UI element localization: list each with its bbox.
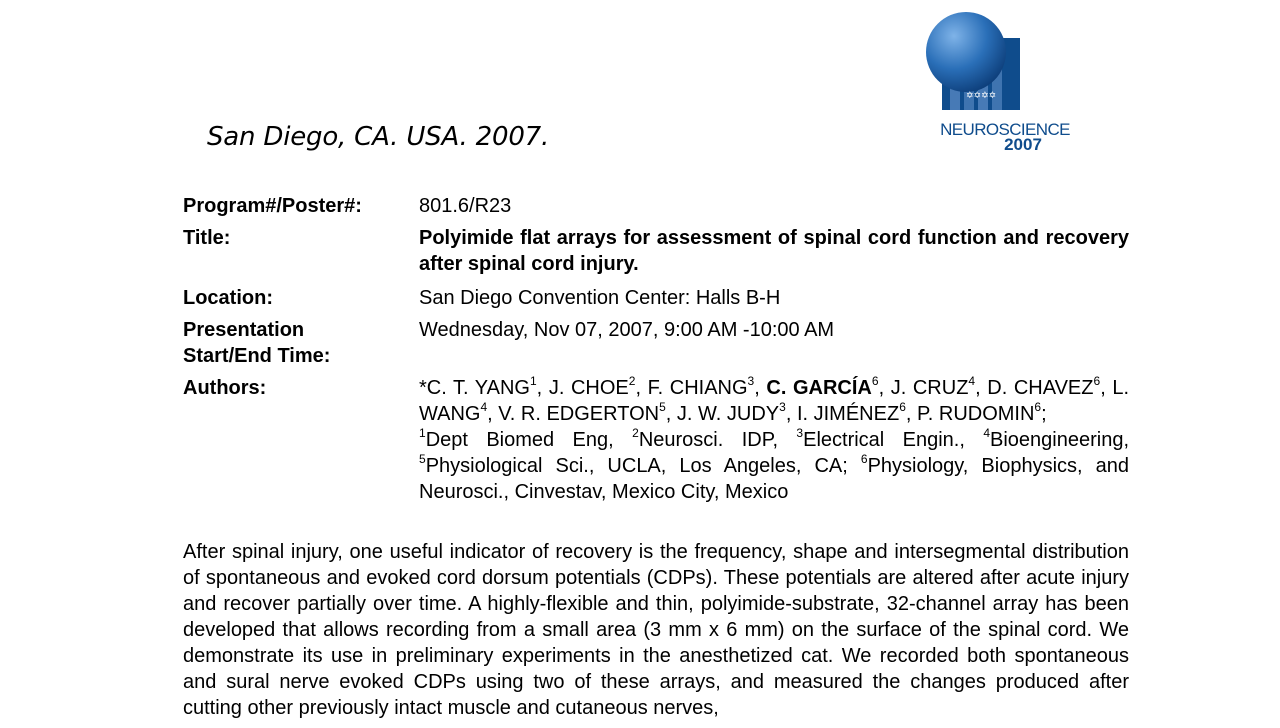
affiliation-text: Physiology, Biophysics, and Neurosci., Cinvestav, Mexico City, Mexico [419, 455, 1129, 503]
author-name [917, 400, 1047, 425]
title-value: Polyimide flat arrays for assessment of spinal cord function and recovery after spinal cord injury. [419, 227, 1129, 275]
program-value: 801.6/R23 [419, 195, 512, 217]
affiliation-mark: 1 [419, 426, 426, 441]
author-name [498, 400, 677, 425]
author-name [890, 374, 988, 399]
author-text: *C. T. YANG [419, 377, 530, 399]
affiliation [796, 426, 984, 451]
author-separator: , [635, 377, 648, 399]
affiliation [419, 426, 633, 451]
author-name [766, 374, 891, 399]
affiliation-mark: 4 [983, 426, 991, 441]
location-label: Location: [183, 287, 273, 309]
author-affiliation-mark: 6 [1093, 374, 1101, 389]
affiliation-mark: 6 [860, 452, 868, 467]
globe-icon [920, 8, 1090, 128]
logo-name: NEUROSCIENCE [940, 120, 1070, 139]
author-separator: , [785, 403, 797, 425]
author-separator: , [1100, 377, 1113, 399]
affiliation-text: Electrical Engin., [803, 429, 984, 451]
author-text: C. GARCÍA [766, 377, 872, 399]
authors-list [419, 375, 1129, 427]
author-affiliation-mark: 4 [480, 400, 488, 415]
author-name [796, 400, 917, 425]
program-label: Program#/Poster#: [183, 195, 362, 217]
author-affiliation-mark: 6 [871, 374, 879, 389]
presentation-label: Presentation Start/End Time: [183, 319, 331, 367]
affiliation-mark: 5 [419, 452, 426, 467]
author-text: D. CHAVEZ [987, 377, 1094, 399]
author-name [987, 374, 1113, 399]
author-text: J. W. JUDY [676, 403, 780, 425]
author-affiliation-mark: 3 [779, 400, 786, 415]
affiliation-mark: 3 [796, 426, 804, 441]
title-label: Title: [183, 227, 231, 249]
author-text: L. WANG [419, 377, 1130, 425]
svg-text:✡✡✡✡: ✡✡✡✡ [966, 91, 997, 101]
abstract-text: After spinal injury, one useful indicator of recovery is the frequency, shape and intersegmental distribution of spontaneous and evoked cord dorsum potentials (CDPs). These potentials are altered after acute injury and recover partially over time. A highly-flexible and thin, polyimide-substrate, 32-channel array has been developed that allows recording from a small area (3 mm x 6 mm) on the surface of the spinal cord. We demonstrate its use in preliminary experiments in the anesthetized cat. We recorded both spontaneous and sural nerve evoked CDPs using two of these arrays, and measured the changes produced after cutting other previously intact muscle and cutaneous nerves, [183, 541, 1129, 719]
author-text: J. CHOE [548, 377, 629, 399]
author-separator: , [905, 403, 917, 425]
affiliation [419, 452, 861, 477]
author-affiliation-mark: 4 [968, 374, 976, 389]
author-name [419, 374, 549, 399]
affiliation [632, 426, 797, 451]
location-line: San Diego, CA. USA. 2007. [207, 122, 550, 152]
author-affiliation-mark: 2 [628, 374, 636, 389]
author-text: I. JIMÉNEZ [796, 403, 900, 425]
author-text: V. R. EDGERTON [498, 403, 660, 425]
author-separator: , [665, 403, 677, 425]
author-separator: , [536, 377, 549, 399]
affiliation-text: Neurosci. IDP, [638, 429, 797, 451]
author-name [676, 400, 797, 425]
affiliation-text: Physiological Sci., UCLA, Los Angeles, CA; [425, 455, 861, 477]
author-affiliation-mark: 6 [899, 400, 906, 415]
affiliation-mark: 2 [632, 426, 639, 441]
author-affiliation-mark: 5 [659, 400, 666, 415]
affiliations-list [419, 427, 1129, 505]
presentation-value: Wednesday, Nov 07, 2007, 9:00 AM -10:00 AM [419, 319, 835, 341]
authors-label: Authors: [183, 377, 267, 399]
author-separator: , [754, 377, 767, 399]
author-text: P. RUDOMIN [917, 403, 1035, 425]
author-affiliation-mark: 6 [1034, 400, 1042, 415]
author-separator: , [878, 377, 891, 399]
author-separator: , [975, 377, 988, 399]
author-separator: ; [1041, 403, 1047, 425]
author-name [548, 374, 648, 399]
author-name [647, 374, 767, 399]
author-affiliation-mark: 1 [529, 374, 537, 389]
affiliation-text: Bioengineering, [990, 429, 1130, 451]
logo-year: 2007 [1004, 135, 1042, 154]
author-text: J. CRUZ [890, 377, 969, 399]
affiliation-text: Dept Biomed Eng, [425, 429, 633, 451]
location-value: San Diego Convention Center: Halls B-H [419, 287, 781, 309]
author-separator: , [487, 403, 499, 425]
author-affiliation-mark: 3 [747, 374, 755, 389]
author-text: F. CHIANG [647, 377, 748, 399]
neuroscience-logo [920, 8, 1090, 154]
affiliation [983, 426, 1130, 451]
authors-block [419, 375, 1129, 505]
